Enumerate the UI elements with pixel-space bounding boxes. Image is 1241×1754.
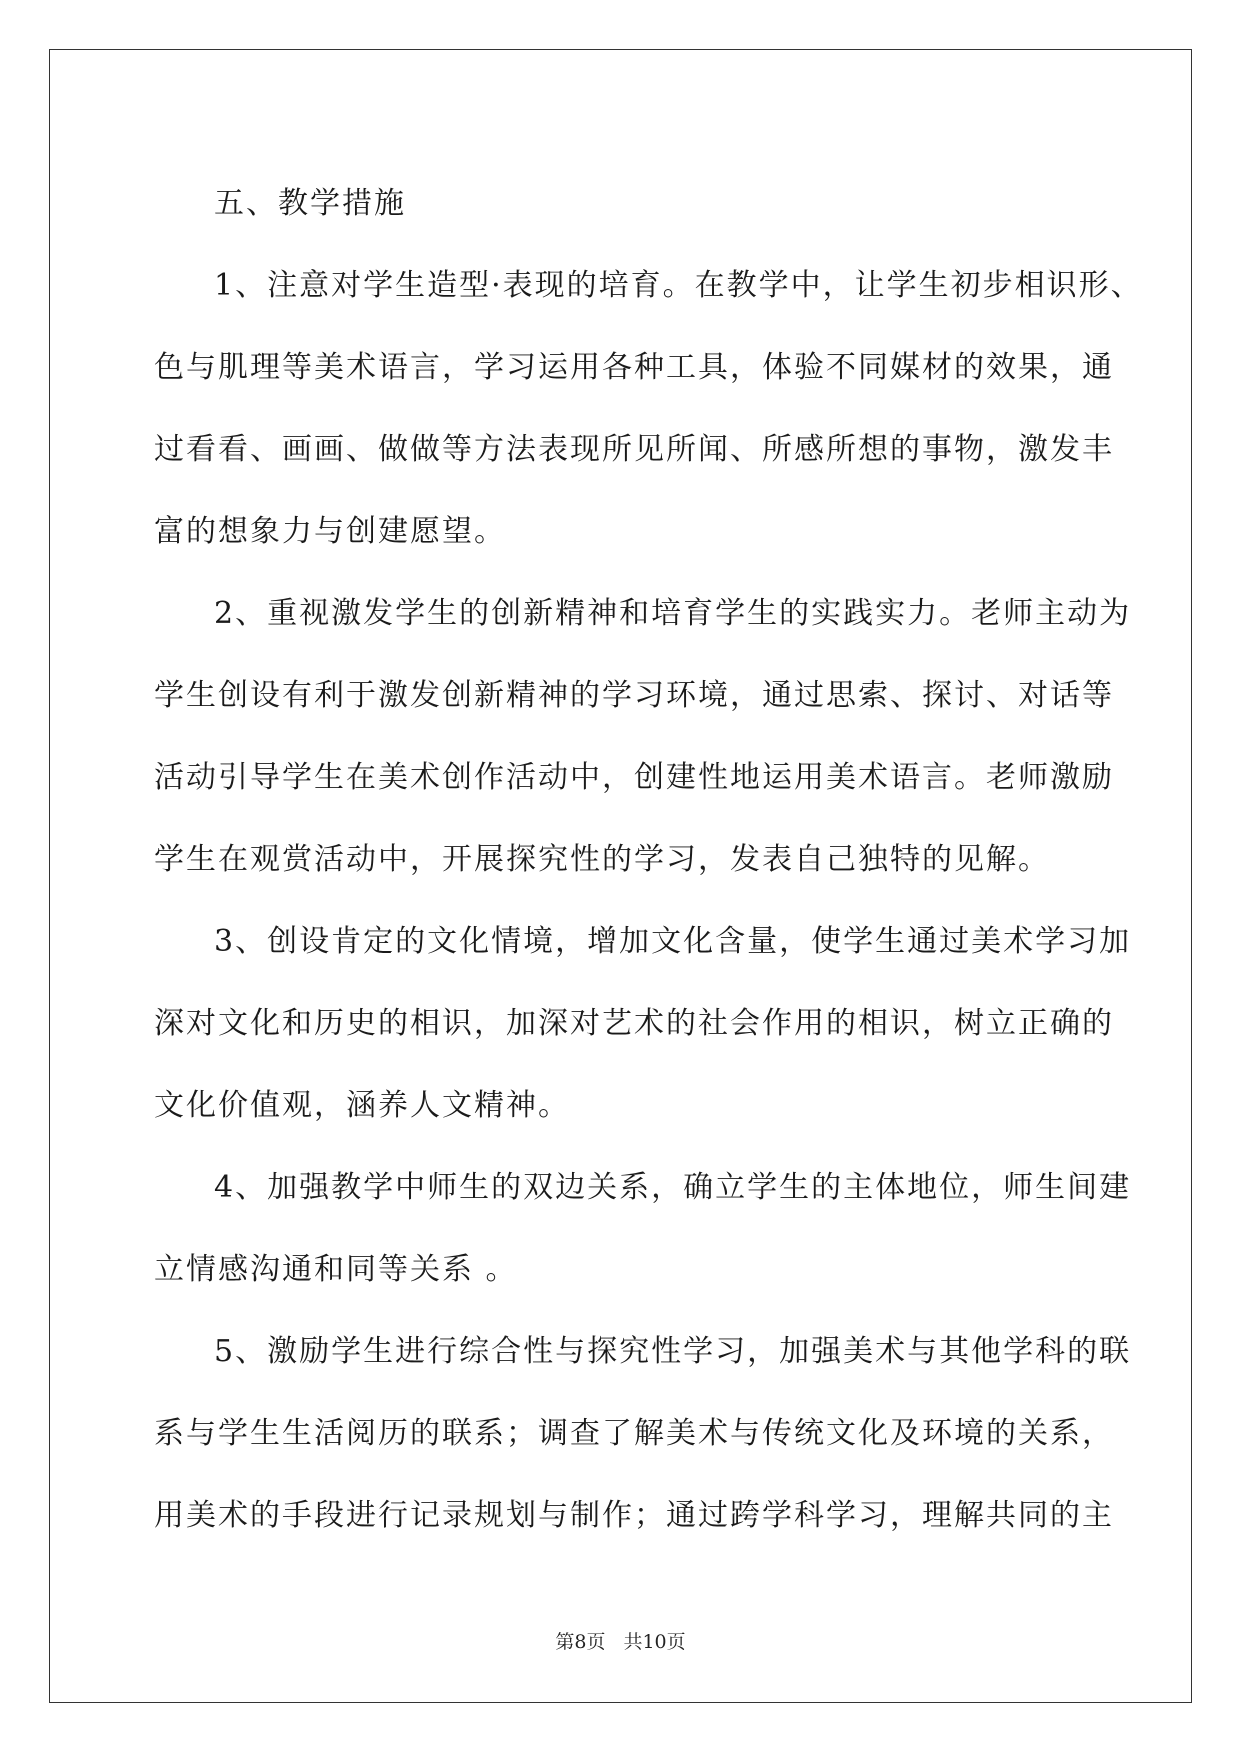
paragraph-1-line-4: 富的想象力与创建愿望。 bbox=[154, 514, 506, 549]
paragraph-1-line-1: 1、注意对学生造型·表现的培育。在教学中，让学生初步相识形、 bbox=[214, 268, 1143, 303]
paragraph-2-line-4: 学生在观赏活动中，开展探究性的学习，发表自己独特的见解。 bbox=[154, 842, 1050, 877]
section-heading: 五、教学措施 bbox=[214, 186, 406, 221]
paragraph-2-line-1: 2、重视激发学生的创新精神和培育学生的实践实力。老师主动为 bbox=[214, 596, 1132, 631]
paragraph-1-line-2: 色与肌理等美术语言，学习运用各种工具，体验不同媒材的效果，通 bbox=[154, 350, 1114, 385]
document-body bbox=[154, 163, 1143, 1557]
page-number-current: 第8页 bbox=[555, 1631, 606, 1653]
paragraph-5-line-1: 5、激励学生进行综合性与探究性学习，加强美术与其他学科的联 bbox=[214, 1334, 1132, 1369]
paragraph-2-line-3: 活动引导学生在美术创作活动中，创建性地运用美术语言。老师激励 bbox=[154, 760, 1114, 795]
paragraph-5-line-3: 用美术的手段进行记录规划与制作；通过跨学科学习，理解共同的主 bbox=[154, 1498, 1114, 1533]
paragraph-3-line-1: 3、创设肯定的文化情境，增加文化含量，使学生通过美术学习加 bbox=[214, 924, 1132, 959]
paragraph-5-line-2: 系与学生生活阅历的联系；调查了解美术与传统文化及环境的关系， bbox=[154, 1416, 1114, 1451]
paragraph-2-line-2: 学生创设有利于激发创新精神的学习环境，通过思索、探讨、对话等 bbox=[154, 678, 1114, 713]
paragraph-1-line-3: 过看看、画画、做做等方法表现所见所闻、所感所想的事物，激发丰 bbox=[154, 432, 1114, 467]
paragraph-3-line-2: 深对文化和历史的相识，加深对艺术的社会作用的相识，树立正确的 bbox=[154, 1006, 1114, 1041]
paragraph-3-line-3: 文化价值观，涵养人文精神。 bbox=[154, 1088, 570, 1123]
paragraph-4-line-2: 立情感沟通和同等关系 。 bbox=[154, 1252, 518, 1287]
page-footer bbox=[0, 1627, 1241, 1654]
page-number-total: 共10页 bbox=[623, 1631, 686, 1653]
paragraph-4-line-1: 4、加强教学中师生的双边关系，确立学生的主体地位，师生间建 bbox=[214, 1170, 1132, 1205]
